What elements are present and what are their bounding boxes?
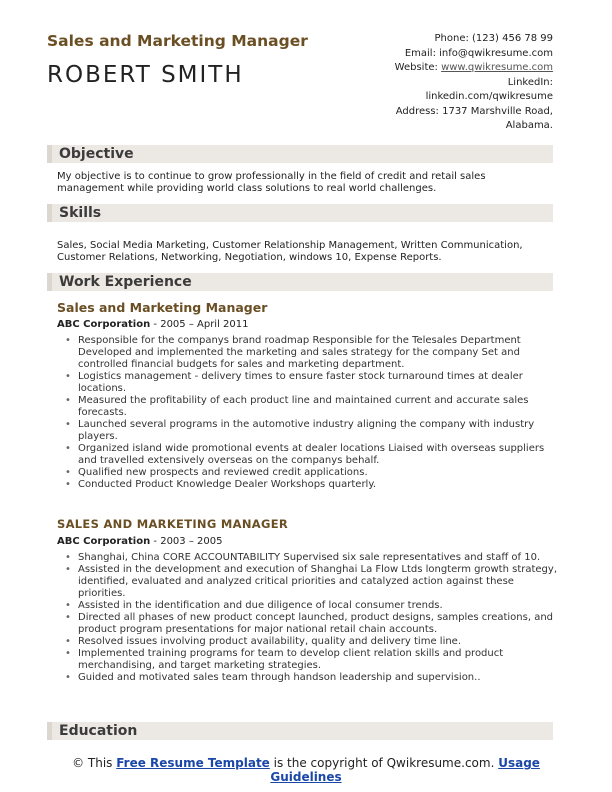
objective-section-bar <box>47 145 553 163</box>
website-line <box>395 61 553 76</box>
objective-text: My objective is to continue to grow professionally in the field of credit and retail sales management while providing world class solutions to real world challenges. <box>57 171 486 194</box>
guidelines-link[interactable]: Guidelines <box>270 770 342 784</box>
linkedin-label: LinkedIn: <box>507 76 553 88</box>
list-item: • Assisted in the identification and due diligence of local consumer trends. <box>78 600 564 612</box>
list-item: • Shanghai, China CORE ACCOUNTABILITY Supervised six sale representatives and staff of 10. <box>78 552 564 564</box>
list-item: • Assisted in the development and execution of Shanghai La Flow Ltds longterm growth strategy, identified, evaluated and analyzed critical priorities and catalyzed action against these priorities. <box>78 564 564 600</box>
job-2-dates: - 2003 – 2005 <box>150 536 223 547</box>
job-1-company-line <box>57 319 249 330</box>
list-item: • Qualified new prospects and reviewed credit applications. <box>78 467 564 479</box>
job-2-company: ABC Corporation <box>57 536 151 547</box>
job-2-bullets <box>57 552 564 684</box>
list-item: • Measured the profitability of each product line and maintained current and accurate sales forecasts. <box>78 395 564 419</box>
education-heading: Education <box>59 723 138 739</box>
list-item: • Resolved issues involving product availability, quality and delivery time line. <box>78 636 564 648</box>
website-link[interactable]: www.qwikresume.com <box>441 62 553 73</box>
list-item: • Directed all phases of new product concept launched, product designs, samples creations, and product program presentations for major national retail chain accounts. <box>78 612 564 636</box>
linkedin-url: linkedin.com/qwikresume <box>425 91 553 102</box>
list-item: • Launched several programs in the automotive industry aligning the company with industry players. <box>78 419 564 443</box>
usage-link[interactable]: Usage <box>498 756 540 770</box>
list-item: • Conducted Product Knowledge Dealer Workshops quarterly. <box>78 479 564 491</box>
skills-section-bar <box>47 204 553 222</box>
email: Email: info@qwikresume.com <box>404 47 553 59</box>
list-item: • Guided and motivated sales team through handson leadership and supervision.. <box>78 672 564 684</box>
contact-block <box>395 32 553 134</box>
job-1-title: Sales and Marketing Manager <box>57 300 268 315</box>
candidate-name: ROBERT SMITH <box>47 62 244 88</box>
skills-text: Sales, Social Media Marketing, Customer Relationship Management, Written Communication, Customer Relations, Networking, Negotiation, windows 10, Expense Reports. <box>57 240 523 263</box>
job-2-company-line <box>57 536 222 547</box>
education-section-bar <box>47 722 553 740</box>
job-1-bullets <box>57 335 564 491</box>
objective-heading: Objective <box>59 146 134 162</box>
phone: Phone: (123) 456 78 99 <box>434 33 553 44</box>
skills-heading: Skills <box>59 205 102 221</box>
footer-middle: is the copyright of Qwikresume.com. <box>269 756 499 770</box>
footer-prefix: © This <box>72 756 117 770</box>
list-item: • Responsible for the companys brand roadmap Responsible for the Telesales Department Developed and implemented the marketing and sales strategy for the company Set and controlled financial budgets for sales and marketing department. <box>78 335 564 371</box>
work-heading: Work Experience <box>59 274 192 290</box>
address-line-1: Address: 1737 Marshville Road, <box>395 105 553 117</box>
list-item: • Organized island wide promotional events at dealer locations Liaised with overseas suppliers and travelled extensively overseas on the companys behalf. <box>78 443 564 467</box>
work-section-bar <box>47 273 553 291</box>
address-line-2: Alabama. <box>505 120 553 131</box>
copyright-footer <box>0 756 612 784</box>
job-title: Sales and Marketing Manager <box>47 32 308 50</box>
job-1-company: ABC Corporation <box>57 319 151 330</box>
resume-header <box>47 30 557 130</box>
job-2-title: SALES AND MARKETING MANAGER <box>57 517 289 531</box>
list-item: • Logistics management - delivery times to ensure faster stock turnaround times at dealer locations. <box>78 371 564 395</box>
list-item: • Implemented training programs for team to develop client relation skills and product merchandising, and target marketing strategies. <box>78 648 564 672</box>
free-resume-template-link[interactable]: Free Resume Template <box>116 756 270 770</box>
website-label: Website: <box>394 62 442 73</box>
job-1-dates: - 2005 – April 2011 <box>150 319 249 330</box>
